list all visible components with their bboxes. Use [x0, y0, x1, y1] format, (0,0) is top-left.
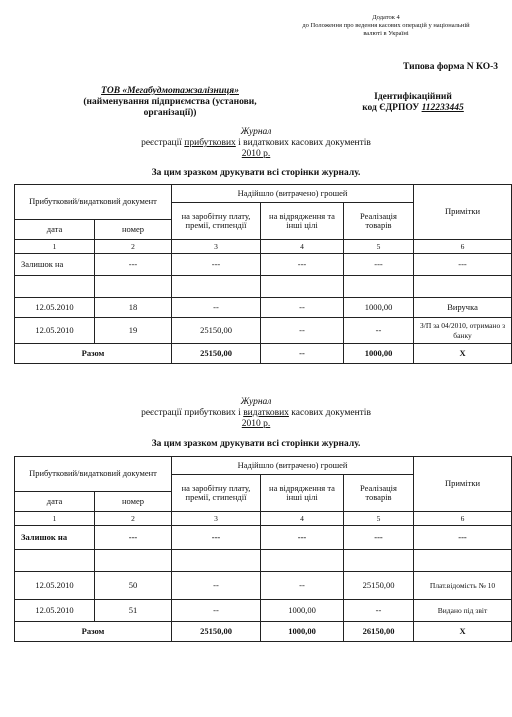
- row-salary: --: [172, 298, 261, 318]
- total-sales: 1000,00: [344, 344, 414, 364]
- balance-row: [15, 526, 512, 550]
- row-number: 51: [95, 600, 172, 622]
- col-number-3: 3: [172, 240, 261, 254]
- header-date: дата: [15, 492, 95, 512]
- identification-line-2: [338, 103, 488, 114]
- annex-line-2: до Положення про ведення касових операцій у національній: [302, 22, 470, 29]
- row-number: 18: [95, 298, 172, 318]
- header-received: Надійшло (витрачено) грошей: [172, 457, 414, 475]
- balance-cell: ---: [344, 254, 414, 276]
- journal1-title: Журнал: [240, 127, 272, 137]
- balance-cell: ---: [172, 526, 261, 550]
- journal2-subtitle: [0, 408, 512, 419]
- header-received: Надійшло (витрачено) грошей: [172, 185, 414, 203]
- table-row: [15, 572, 512, 600]
- total-sales: 26150,00: [344, 622, 414, 642]
- journal1-subtitle-income: прибуткових: [184, 138, 236, 148]
- register-table-1: [14, 184, 512, 364]
- identification-code-label: код ЄДРПОУ: [362, 103, 420, 113]
- journal2-subtitle-pre: реєстрації прибуткових і: [141, 408, 244, 418]
- total-salary: 25150,00: [172, 344, 261, 364]
- header-document: Прибутковий/видатковий документ: [15, 185, 172, 220]
- register-table-2: [14, 456, 512, 642]
- journal1-heading: [0, 127, 512, 160]
- row-notes: Плат.відомість № 10: [414, 572, 512, 600]
- journal1-subtitle-pre: реєстрації: [141, 138, 185, 148]
- header-sales: Реалізація товарів: [344, 475, 414, 512]
- table-row: [15, 318, 512, 344]
- row-number: 19: [95, 318, 172, 344]
- col-number-6: 6: [414, 512, 512, 526]
- total-deposit: --: [261, 344, 344, 364]
- journal2-heading: [0, 397, 512, 430]
- total-row: [15, 344, 512, 364]
- annex-line-3: валюті в Україні: [363, 30, 409, 37]
- row-salary: --: [172, 572, 261, 600]
- balance-cell: ---: [414, 254, 512, 276]
- row-number: 50: [95, 572, 172, 600]
- row-deposit: --: [261, 298, 344, 318]
- balance-cell: ---: [261, 254, 344, 276]
- row-salary: 25150,00: [172, 318, 261, 344]
- total-label: Разом: [15, 622, 172, 642]
- row-sales: --: [344, 318, 414, 344]
- row-notes: Видано під звіт: [414, 600, 512, 622]
- row-date: 12.05.2010: [15, 298, 95, 318]
- row-notes: З/П за 04/2010, отримано з банку: [414, 318, 512, 344]
- col-number-4: 4: [261, 512, 344, 526]
- empty-row: [15, 276, 512, 298]
- total-notes: X: [414, 622, 512, 642]
- header-notes: Примітки: [414, 457, 512, 512]
- organization-caption: (найменування підприємства (установи, організації)): [83, 97, 257, 118]
- balance-cell: ---: [172, 254, 261, 276]
- journal1-subtitle: [0, 138, 512, 149]
- identification-line-1: Ідентифікаційний: [374, 92, 452, 102]
- col-number-1: 1: [15, 240, 95, 254]
- total-salary: 25150,00: [172, 622, 261, 642]
- balance-cell: ---: [95, 254, 172, 276]
- form-number: Типова форма N КО-3: [403, 62, 498, 72]
- row-date: 12.05.2010: [15, 318, 95, 344]
- organization-block: [60, 86, 280, 119]
- balance-cell: ---: [344, 526, 414, 550]
- balance-cell: ---: [414, 526, 512, 550]
- row-notes: Виручка: [414, 298, 512, 318]
- journal2-note: За цим зразком друкувати всі сторінки журналу.: [151, 439, 361, 449]
- header-salary: на заробітну плату, премії, стипендії: [172, 475, 261, 512]
- identification-code: 112233445: [421, 103, 464, 113]
- col-number-5: 5: [344, 240, 414, 254]
- total-label: Разом: [15, 344, 172, 364]
- identification-block: [338, 92, 488, 114]
- annex-line-1: Додаток 4: [372, 14, 400, 21]
- row-sales: 1000,00: [344, 298, 414, 318]
- col-number-6: 6: [414, 240, 512, 254]
- row-deposit: 1000,00: [261, 600, 344, 622]
- header-document: Прибутковий/видатковий документ: [15, 457, 172, 492]
- annex-note: [270, 14, 502, 38]
- row-sales: --: [344, 600, 414, 622]
- balance-cell: ---: [261, 526, 344, 550]
- row-date: 12.05.2010: [15, 572, 95, 600]
- journal2-year: 2010 р.: [241, 419, 271, 429]
- organization-name: ТОВ «Мегабудмотажзалізниця»: [101, 86, 239, 96]
- row-salary: --: [172, 600, 261, 622]
- header-number: номер: [95, 220, 172, 240]
- row-deposit: --: [261, 318, 344, 344]
- header-notes: Примітки: [414, 185, 512, 240]
- header-salary: на заробітну плату, премії, стипендії: [172, 203, 261, 240]
- header-deposit: на відрядження та інші цілі: [261, 203, 344, 240]
- balance-label: Залишок на: [15, 254, 95, 276]
- col-number-4: 4: [261, 240, 344, 254]
- total-row: [15, 622, 512, 642]
- total-notes: X: [414, 344, 512, 364]
- journal2-subtitle-expense: видаткових: [243, 408, 289, 418]
- journal1-year: 2010 р.: [241, 149, 271, 159]
- journal1-subtitle-post: і видаткових касових документів: [235, 138, 371, 148]
- col-number-5: 5: [344, 512, 414, 526]
- journal2-title: Журнал: [240, 397, 272, 407]
- row-deposit: --: [261, 572, 344, 600]
- col-number-3: 3: [172, 512, 261, 526]
- balance-label: Залишок на: [15, 526, 95, 550]
- header-date: дата: [15, 220, 95, 240]
- table-row: [15, 600, 512, 622]
- empty-row: [15, 550, 512, 572]
- journal1-note: За цим зразком друкувати всі сторінки журналу.: [151, 168, 361, 178]
- col-number-2: 2: [95, 240, 172, 254]
- header-number: номер: [95, 492, 172, 512]
- col-number-2: 2: [95, 512, 172, 526]
- table-row: [15, 298, 512, 318]
- balance-row: [15, 254, 512, 276]
- header-sales: Реалізація товарів: [344, 203, 414, 240]
- row-sales: 25150,00: [344, 572, 414, 600]
- col-number-1: 1: [15, 512, 95, 526]
- row-date: 12.05.2010: [15, 600, 95, 622]
- total-deposit: 1000,00: [261, 622, 344, 642]
- balance-cell: ---: [95, 526, 172, 550]
- journal2-subtitle-post: касових документів: [288, 408, 371, 418]
- header-deposit: на відрядження та інші цілі: [261, 475, 344, 512]
